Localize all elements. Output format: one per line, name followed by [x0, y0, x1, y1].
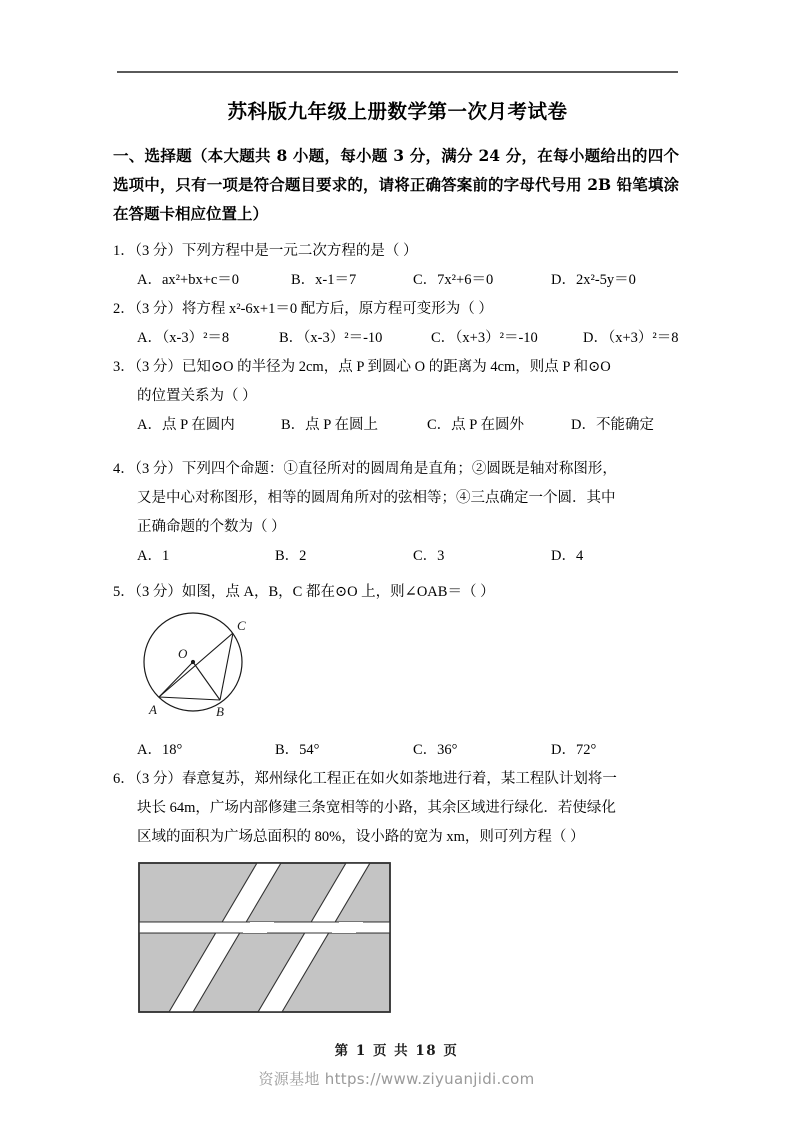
- question-2: [113, 295, 683, 353]
- question-1-option-d[interactable]: D．2x²‑5y＝0: [551, 272, 636, 288]
- question-3: [113, 353, 683, 440]
- label-a: A: [149, 702, 157, 717]
- question-1-text: 下列方程中是一元二次方程的是（ ）: [181, 243, 418, 259]
- question-3-marks: （3 分）: [134, 359, 182, 375]
- question-5-stem: 5．（3 分）如图，点 A，B，C 都在⊙O 上，则∠OAB＝（ ）: [113, 584, 495, 600]
- question-1-stem: 1．（3 分）下列方程中是一元二次方程的是（ ）: [113, 243, 418, 259]
- center-point-dot: [191, 660, 195, 664]
- question-4-stem: 4．（3 分）下列四个命题：①直径所对的圆周角是直角；②圆既是轴对称图形，: [113, 461, 617, 477]
- watermark: 资源基地 https://www.ziyuanjidi.com: [258, 1070, 535, 1088]
- question-1-options: [113, 266, 683, 295]
- question-1-marks: （3 分）: [134, 243, 182, 259]
- question-2-option-c[interactable]: C．（x+3）²＝‑10: [431, 330, 538, 346]
- question-4-options: [113, 542, 683, 571]
- question-6-stem-line3: 区域的面积为广场总面积的 80%，设小路的宽为 xm，则可列方程（ ）: [137, 829, 585, 845]
- question-3-option-b[interactable]: B．点 P 在圆上: [281, 417, 378, 433]
- segment-ob: [193, 662, 220, 700]
- question-3-number: 3: [113, 359, 121, 375]
- label-c: C: [237, 618, 246, 633]
- question-4-option-b[interactable]: B．2: [275, 548, 307, 564]
- question-2-marks: （3 分）: [134, 301, 182, 317]
- question-4-option-c[interactable]: C．3: [413, 548, 445, 564]
- question-1-option-b[interactable]: B．x‑1＝7: [291, 272, 357, 288]
- question-6: [113, 765, 683, 852]
- question-5-options: [113, 736, 683, 765]
- question-3-text: 已知⊙O 的半径为 2cm，点 P 到圆心 O 的距离为 4cm，则点 P 和⊙O: [181, 359, 611, 375]
- section-heading: 一、选择题（本大题共 8 小题，每小题 3 分，满分 24 分，在每小题给出的四个选项中，只有一项是符合题目要求的，请将正确答案前的字母代号用 2B 铅笔填涂在答题卡相应位置上）: [113, 146, 679, 223]
- question-4-option-d[interactable]: D．4: [551, 548, 584, 564]
- question-2-option-b[interactable]: B．（x‑3）²＝‑10: [279, 330, 383, 346]
- question-6-stem: 6．（3 分）春意复苏，郑州绿化工程正在如火如荼地进行着，某工程队计划将一: [113, 771, 617, 787]
- question-4-stem-line2: 又是中心对称图形，相等的圆周角所对的弦相等；④三点确定一个圆．其中: [137, 490, 616, 506]
- question-4-stem-line3: 正确命题的个数为（ ）: [137, 519, 286, 535]
- page-title: 苏科版九年级上册数学第一次月考试卷: [227, 100, 568, 123]
- question-6-number: 6: [113, 771, 121, 787]
- question-6-text: 春意复苏，郑州绿化工程正在如火如荼地进行着，某工程队计划将一: [181, 771, 617, 787]
- question-3-stem-line2: 的位置关系为（ ）: [137, 388, 257, 404]
- question-5: [113, 578, 683, 607]
- page-number: 第 1 页 共 18 页: [334, 1043, 459, 1059]
- label-o: O: [178, 646, 188, 661]
- question-2-options: [113, 324, 683, 353]
- question-2-number: 2: [113, 301, 121, 317]
- question-5-option-a[interactable]: A．18°: [137, 742, 183, 758]
- question-2-text: 将方程 x²‑6x+1＝0 配方后，原方程可变形为（ ）: [181, 301, 493, 317]
- question-6-marks: （3 分）: [134, 771, 182, 787]
- question-4-marks: （3 分）: [134, 461, 182, 477]
- question-5-option-d[interactable]: D．72°: [551, 742, 597, 758]
- question-5-text: 如图，点 A，B，C 都在⊙O 上，则∠OAB＝（ ）: [181, 584, 495, 600]
- question-5-number: 5: [113, 584, 121, 600]
- question-6-figure: [138, 862, 396, 1017]
- question-2-stem: 2．（3 分）将方程 x²‑6x+1＝0 配方后，原方程可变形为（ ）: [113, 301, 493, 317]
- horizontal-path-overlay: [139, 922, 390, 933]
- question-5-options-row: [113, 736, 683, 765]
- question-4-option-a[interactable]: A．1: [137, 548, 170, 564]
- question-5-option-c[interactable]: C．36°: [413, 742, 458, 758]
- question-3-option-c[interactable]: C．点 P 在圆外: [427, 417, 524, 433]
- segment-oa: [159, 662, 193, 697]
- label-b: B: [216, 704, 224, 719]
- question-4-number: 4: [113, 461, 121, 477]
- question-3-options: [113, 411, 683, 440]
- question-4: [113, 455, 683, 571]
- question-1-option-c[interactable]: C．7x²+6＝0: [413, 272, 494, 288]
- question-1-option-a[interactable]: A．ax²+bx+c＝0: [137, 272, 240, 288]
- question-1-number: 1: [113, 243, 121, 259]
- question-2-option-d[interactable]: D．（x+3）²＝8: [583, 330, 679, 346]
- question-6-stem-line2: 块长 64m，广场内部修建三条宽相等的小路，其余区域进行绿化．若使绿化: [137, 800, 616, 816]
- question-3-stem: 3．（3 分）已知⊙O 的半径为 2cm，点 P 到圆心 O 的距离为 4cm，则点 P 和⊙O: [113, 359, 611, 375]
- question-3-option-a[interactable]: A．点 P 在圆内: [137, 417, 235, 433]
- question-5-option-b[interactable]: B．54°: [275, 742, 320, 758]
- segment-ab: [159, 697, 220, 700]
- question-2-option-a[interactable]: A．（x‑3）²＝8: [137, 330, 230, 346]
- question-5-marks: （3 分）: [134, 584, 182, 600]
- question-3-option-d[interactable]: D．不能确定: [571, 417, 654, 433]
- header-divider: [117, 71, 678, 73]
- question-1: [113, 237, 683, 295]
- question-5-figure: [140, 608, 310, 726]
- question-4-text: 下列四个命题：①直径所对的圆周角是直角；②圆既是轴对称图形，: [181, 461, 617, 477]
